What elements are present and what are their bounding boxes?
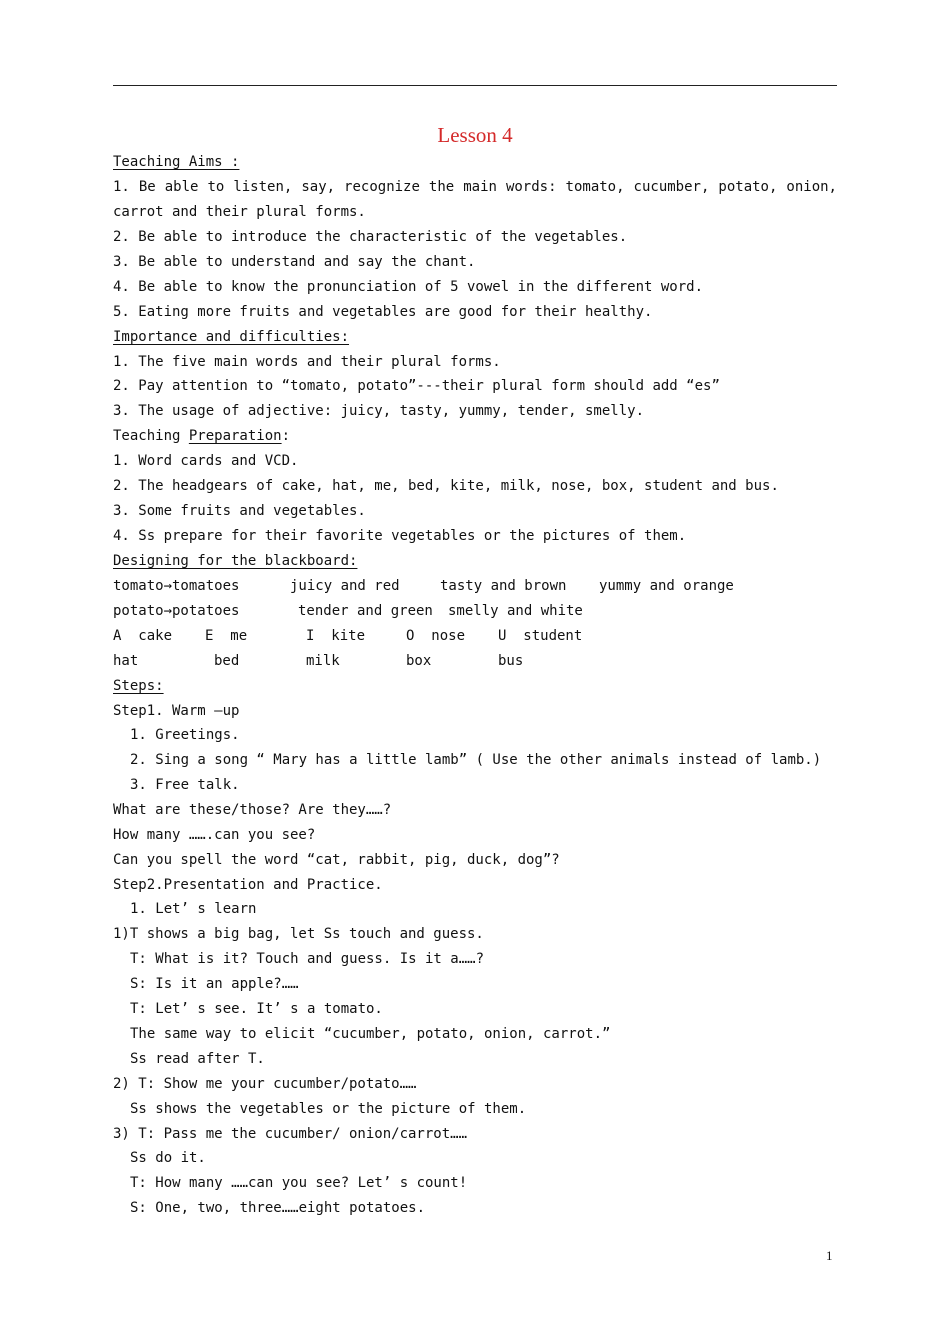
steps-heading: Steps: xyxy=(113,678,164,694)
step-line: T: What is it? Touch and guess. Is it a……? xyxy=(130,951,485,967)
prep-item: 3. Some fruits and vegetables. xyxy=(113,503,366,519)
aims-item: 4. Be able to know the pronunciation of 5 vowel in the different word. xyxy=(113,279,704,295)
prep-item: 4. Ss prepare for their favorite vegetables or the pictures of them. xyxy=(113,528,687,544)
step-line: Can you spell the word “cat, rabbit, pig, duck, dog”? xyxy=(113,852,560,868)
prep-heading-underlined: Preparation xyxy=(188,428,282,444)
aims-item: 3. Be able to understand and say the chant. xyxy=(113,254,476,270)
prep-heading-prefix: Teaching xyxy=(113,428,189,444)
step-line: Ss read after T. xyxy=(130,1051,265,1067)
blackboard-cell: tasty and brown xyxy=(440,578,567,594)
importance-item: 1. The five main words and their plural forms. xyxy=(113,354,501,370)
blackboard-cell: yummy and orange xyxy=(599,578,734,594)
blackboard-cell: potato→potatoes xyxy=(113,603,240,619)
aims-item: carrot and their plural forms. xyxy=(113,204,366,220)
blackboard-cell: A cake xyxy=(113,628,173,644)
step-line: 3. Free talk. xyxy=(130,777,240,793)
blackboard-cell: bed xyxy=(214,653,240,669)
step-line: 1. Let’ s learn xyxy=(130,901,257,917)
lesson-title: Lesson 4 xyxy=(437,123,513,147)
blackboard-cell: hat xyxy=(113,653,139,669)
step-line: 2. Sing a song “ Mary has a little lamb” ( Use the other animals instead of lamb.) xyxy=(130,752,822,768)
step-line: What are these/those? Are they……? xyxy=(113,802,392,818)
step-line: Ss do it. xyxy=(130,1150,206,1166)
step-line: 1)T shows a big bag, let Ss touch and guess. xyxy=(113,926,484,942)
aims-item: 5. Eating more fruits and vegetables are good for their healthy. xyxy=(113,304,653,320)
blackboard-cell: U student xyxy=(498,628,583,644)
step-line: S: Is it an apple?…… xyxy=(130,976,299,992)
step-line: S: One, two, three……eight potatoes. xyxy=(130,1200,426,1216)
step-line: T: Let’ s see. It’ s a tomato. xyxy=(130,1001,383,1017)
importance-item: 2. Pay attention to “tomato, potato”---their plural form should add “es” xyxy=(113,378,720,394)
importance-heading: Importance and difficulties: xyxy=(113,329,350,345)
prep-heading xyxy=(113,425,290,447)
step-line: Ss shows the vegetables or the picture of them. xyxy=(130,1101,527,1117)
aims-item: 2. Be able to introduce the characteristic of the vegetables. xyxy=(113,229,628,245)
blackboard-cell: O nose xyxy=(406,628,466,644)
blackboard-cell: tomato→tomatoes xyxy=(113,578,240,594)
header-rule xyxy=(113,85,837,86)
prep-item: 2. The headgears of cake, hat, me, bed, kite, milk, nose, box, student and bus. xyxy=(113,478,779,494)
blackboard-cell: bus xyxy=(498,653,524,669)
blackboard-cell: E me xyxy=(205,628,248,644)
blackboard-cell: juicy and red xyxy=(290,578,400,594)
step-line: Step1. Warm –up xyxy=(113,703,240,719)
blackboard-cell: tender and green xyxy=(298,603,433,619)
blackboard-cell: milk xyxy=(306,653,340,669)
step-line: The same way to elicit “cucumber, potato, onion, carrot.” xyxy=(130,1026,611,1042)
aims-item: 1. Be able to listen, say, recognize the main words: tomato, cucumber, potato, onion, xyxy=(113,179,837,195)
blackboard-cell: I kite xyxy=(306,628,366,644)
step-line: How many …….can you see? xyxy=(113,827,316,843)
step-line: 1. Greetings. xyxy=(130,727,240,743)
prep-heading-suffix: : xyxy=(281,428,291,444)
step-line: Step2.Presentation and Practice. xyxy=(113,877,383,893)
blackboard-cell: smelly and white xyxy=(448,603,583,619)
step-line: 3) T: Pass me the cucumber/ onion/carrot…… xyxy=(113,1126,468,1142)
blackboard-cell: box xyxy=(406,653,432,669)
prep-item: 1. Word cards and VCD. xyxy=(113,453,299,469)
page-number: 1 xyxy=(826,1248,833,1263)
importance-item: 3. The usage of adjective: juicy, tasty, yummy, tender, smelly. xyxy=(113,403,645,419)
step-line: T: How many ……can you see? Let’ s count! xyxy=(130,1175,468,1191)
blackboard-heading: Designing for the blackboard: xyxy=(113,553,358,569)
aims-heading: Teaching Aims : xyxy=(113,154,240,170)
step-line: 2) T: Show me your cucumber/potato…… xyxy=(113,1076,417,1092)
